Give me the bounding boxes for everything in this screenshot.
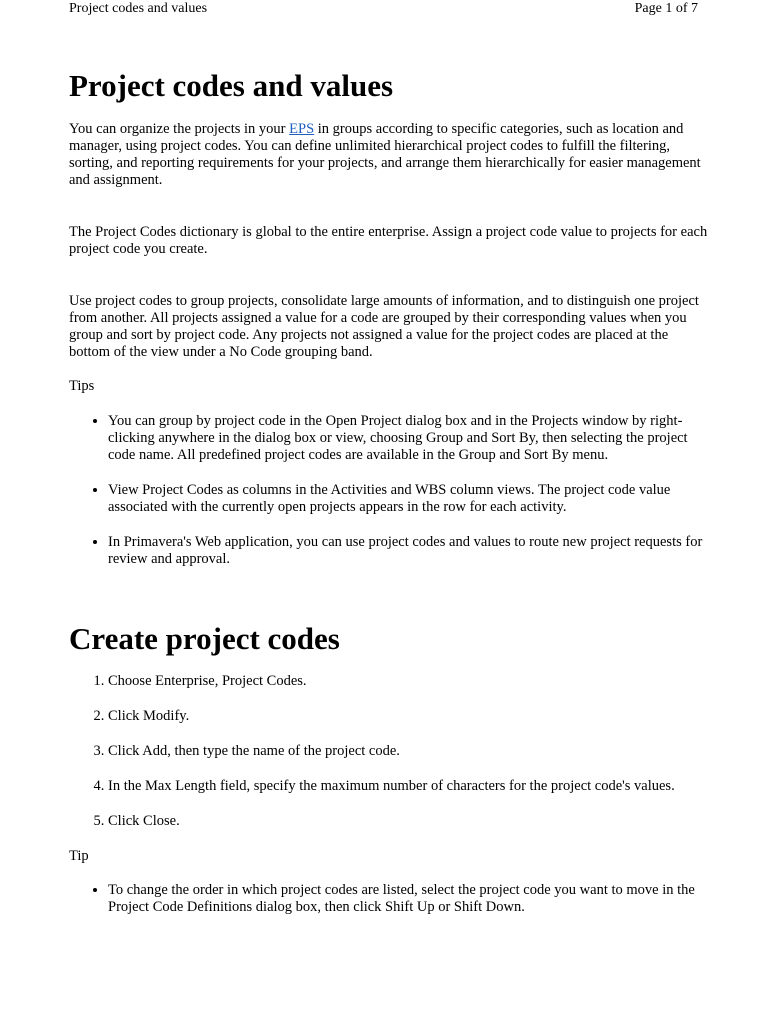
steps-list xyxy=(69,673,709,830)
dictionary-paragraph: The Project Codes dictionary is global to the entire enterprise. Assign a project code value to projects for each project code you create. xyxy=(69,224,708,257)
tips-label: Tips xyxy=(69,378,95,394)
list-item: 2. Click Modify. xyxy=(108,708,709,725)
intro-text-before: You can organize the projects in your xyxy=(69,121,290,137)
tip-label: Tip xyxy=(69,848,89,864)
list-item: • To change the order in which project codes are listed, select the project code you want to move in the Project Code Definitions dialog box, then click Shift Up or Shift Down. xyxy=(108,882,709,916)
intro-paragraph xyxy=(69,121,709,189)
list-item: • View Project Codes as columns in the Activities and WBS column views. The project code value associated with the currently open projects appears in the row for each activity. xyxy=(108,482,709,516)
eps-link[interactable]: EPS xyxy=(289,121,315,137)
page-number: Page 1 of 7 xyxy=(634,1,698,16)
header-title: Project codes and values xyxy=(69,1,208,16)
tips-list xyxy=(69,413,709,568)
section-heading-project-codes-and-values: Project codes and values xyxy=(69,68,394,103)
tip-list xyxy=(69,882,709,916)
intro-text-after: in groups according to specific categories, such as location and manager, using project codes. You can define unlimited hierarchical project codes to fulfill the filtering, sorting, and reporting requirements for your projects, and arrange them hierarchically for easier management and assignment. xyxy=(69,121,701,188)
document-body xyxy=(69,66,709,916)
list-item: 1. Choose Enterprise, Project Codes. xyxy=(108,673,709,690)
list-item: 5. Click Close. xyxy=(108,813,709,830)
list-item: 3. Click Add, then type the name of the project code. xyxy=(108,743,709,760)
list-item: 4. In the Max Length field, specify the maximum number of characters for the project code's values. xyxy=(108,778,709,795)
page-header xyxy=(69,0,698,20)
list-item: • You can group by project code in the Open Project dialog box and in the Projects window by right-clicking anywhere in the dialog box or view, choosing Group and Sort By, then selecting the project code name. All predefined project codes are available in the Group and Sort By menu. xyxy=(108,413,709,464)
grouping-paragraph: Use project codes to group projects, consolidate large amounts of information, and to distinguish one project from another. All projects assigned a value for a code are grouped by their corresponding values when you group and sort by project code. Any projects not assigned a value for the project codes are placed at the bottom of the view under a No Code grouping band. xyxy=(69,293,699,360)
section-heading-create-project-codes: Create project codes xyxy=(69,621,340,656)
list-item: • In Primavera's Web application, you can use project codes and values to route new project requests for review and approval. xyxy=(108,534,709,568)
